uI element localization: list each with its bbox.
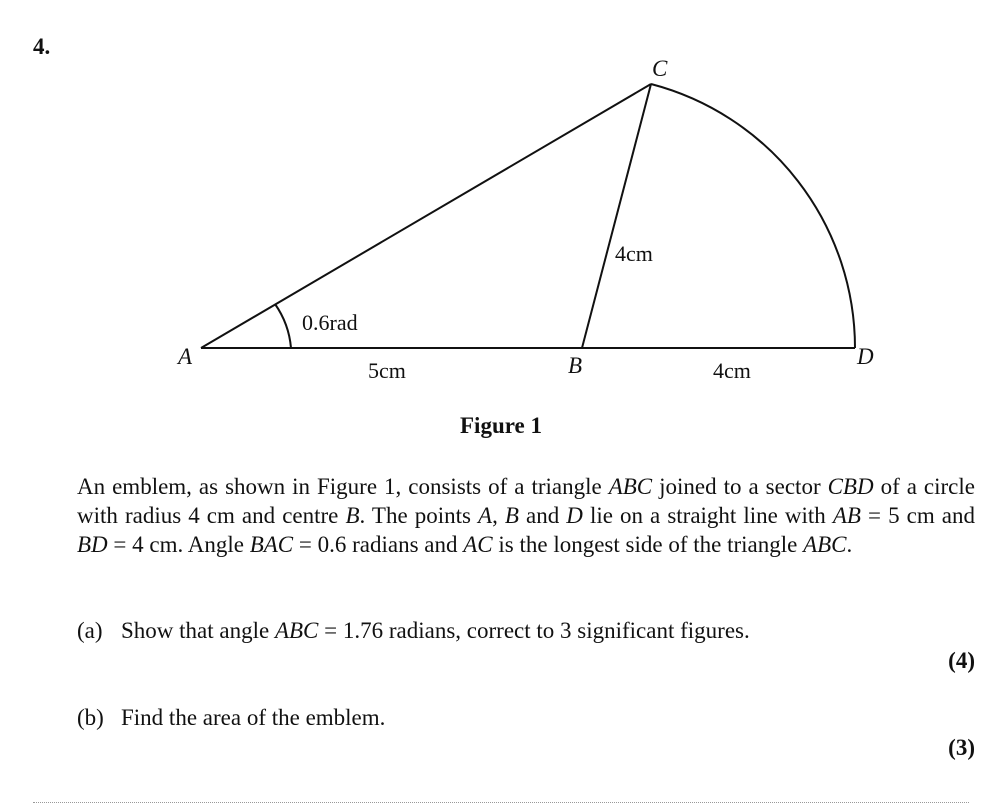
point-c-label: C <box>652 56 668 81</box>
side-bc-line <box>582 84 651 348</box>
part-a: (a) Show that angle ABC = 1.76 radians, correct to 3 significant figures. <box>77 618 750 643</box>
angle-label: 0.6rad <box>302 310 358 335</box>
part-a-marks: (4) <box>948 648 975 673</box>
answer-dotted-line <box>33 802 969 803</box>
figure-caption: Figure 1 <box>460 413 542 438</box>
part-b-label: (b) <box>77 705 104 730</box>
part-b-marks: (3) <box>948 735 975 760</box>
bd-length-label: 4cm <box>713 358 751 383</box>
point-a-label: A <box>178 344 193 369</box>
bc-length-label: 4cm <box>615 241 653 266</box>
question-stem: An emblem, as shown in Figure 1, consists of a triangle ABC joined to a sector CBD of a circle with radius 4 cm and centre B. The points A, B and D lie on a straight line with AB = 5 cm and BD = 4 cm. Angle BAC = 0.6 radians and AC is the longest side of the triangle ABC. <box>77 474 975 557</box>
point-b-label: B <box>568 353 583 378</box>
point-d-label: D <box>857 344 874 369</box>
question-number: 4. <box>33 34 51 59</box>
angle-arc-a <box>275 304 291 348</box>
ab-length-label: 5cm <box>368 358 406 383</box>
sector-arc-cd <box>651 84 855 348</box>
side-ac-line <box>201 84 651 348</box>
part-a-label: (a) <box>77 618 103 643</box>
part-b: (b) Find the area of the emblem. <box>77 705 386 730</box>
